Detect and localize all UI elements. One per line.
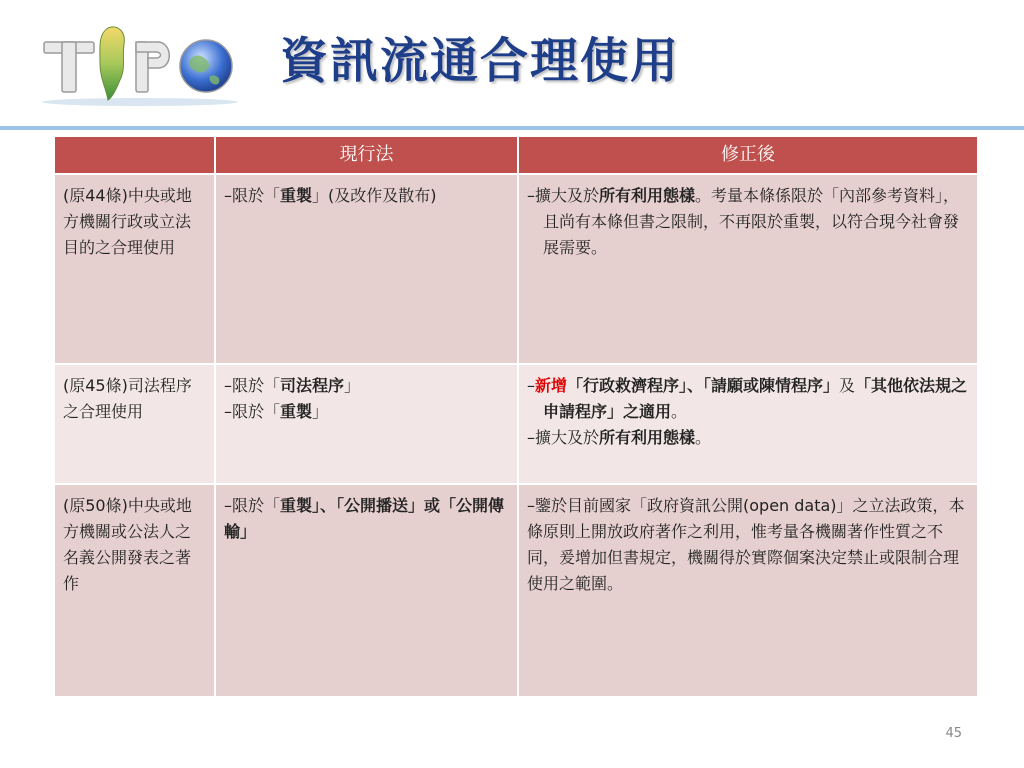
row1-amended: –擴大及於所有利用態樣。考量本條係限於「內部參考資料」，且尚有本條但書之限制，不再限於重製，以符合現今社會發展需要。	[518, 174, 978, 364]
row1-current-law: –限於「重製」(及改作及散布)	[215, 174, 518, 364]
page-number: 45	[945, 726, 962, 741]
row2-amended: –新增「行政救濟程序」、「請願或陳情程序」及「其他依法規之申請程序」之適用。 –擴大及於所有利用態樣。	[518, 364, 978, 484]
row3-current-law: –限於「重製」、「公開播送」或「公開傳輸」	[215, 484, 518, 697]
row3-topic: (原50條)中央或地方機關或公法人之名義公開發表之著作	[54, 484, 215, 697]
header-divider	[0, 126, 1024, 130]
comparison-table	[53, 135, 979, 698]
table-row	[54, 174, 978, 364]
row1-topic: (原44條)中央或地方機關行政或立法目的之合理使用	[54, 174, 215, 364]
table-header-row	[54, 136, 978, 174]
table-row	[54, 484, 978, 697]
table-header-empty	[54, 136, 215, 174]
row3-amended: –鑒於目前國家「政府資訊公開(open data)」之立法政策，本條原則上開放政府著作之利用，惟考量各機關著作性質之不同，爰增加但書規定，機關得於實際個案決定禁止或限制合理使用之範圍。	[518, 484, 978, 697]
tipo-logo	[40, 22, 240, 106]
row2-current-law: –限於「司法程序」 –限於「重製」	[215, 364, 518, 484]
row2-topic: (原45條)司法程序之合理使用	[54, 364, 215, 484]
table-header-current-law: 現行法	[215, 136, 518, 174]
page-title: 資訊流通合理使用	[280, 33, 681, 89]
table-header-amended: 修正後	[518, 136, 978, 174]
table-row	[54, 364, 978, 484]
